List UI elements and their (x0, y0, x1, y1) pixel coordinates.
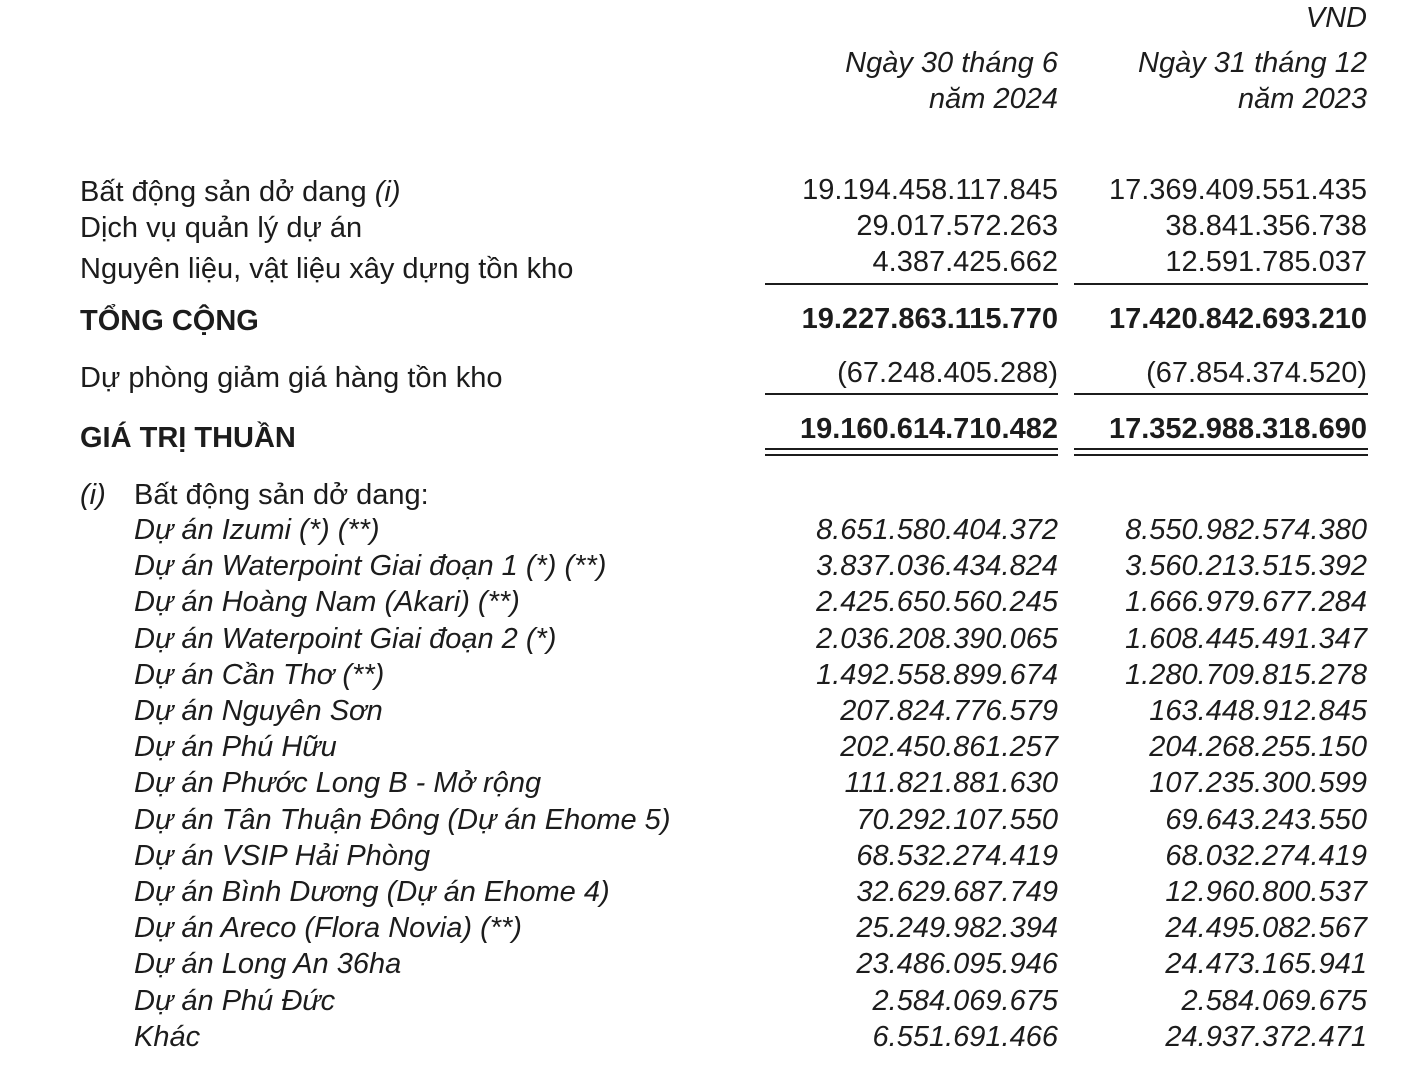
row-value-2024: 29.017.572.263 (856, 210, 1058, 242)
subtotal-rule (1074, 283, 1368, 285)
detail-item-value-2024: 207.824.776.579 (840, 695, 1058, 727)
detail-item-label: Dự án Bình Dương (Dự án Ehome 4) (134, 876, 610, 908)
detail-item-value-2024: 2.425.650.560.245 (816, 586, 1058, 618)
row-value-2023: 12.591.785.037 (1165, 246, 1367, 278)
provision-rule (1074, 393, 1368, 395)
detail-item-value-2023: 3.560.213.515.392 (1125, 550, 1367, 582)
detail-item-value-2024: 2.036.208.390.065 (816, 623, 1058, 655)
detail-item-label: Dự án Nguyên Sơn (134, 695, 383, 727)
row-value-2023: 38.841.356.738 (1165, 210, 1367, 242)
detail-item-value-2023: 68.032.274.419 (1165, 840, 1367, 872)
total-value-2024: 19.227.863.115.770 (801, 303, 1058, 335)
detail-item-label: Dự án Cần Thơ (**) (134, 659, 385, 691)
net-value-2023: 17.352.988.318.690 (1108, 413, 1367, 445)
detail-item-value-2023: 24.495.082.567 (1165, 912, 1367, 944)
provision-label: Dự phòng giảm giá hàng tồn kho (80, 362, 503, 394)
row-value-2024: 19.194.458.117.845 (802, 174, 1058, 206)
detail-title: Bất động sản dở dang: (134, 479, 429, 511)
detail-item-label: Dự án Long An 36ha (134, 948, 402, 980)
col1-header-line1: Ngày 30 tháng 6 (845, 47, 1058, 79)
detail-item-label: Dự án Tân Thuận Đông (Dự án Ehome 5) (134, 804, 671, 836)
detail-item-value-2024: 2.584.069.675 (872, 985, 1058, 1017)
total-value-2023: 17.420.842.693.210 (1108, 303, 1367, 335)
detail-item-value-2023: 2.584.069.675 (1181, 985, 1367, 1017)
detail-item-value-2024: 70.292.107.550 (856, 804, 1058, 836)
detail-item-label: Dự án VSIP Hải Phòng (134, 840, 431, 872)
detail-item-value-2023: 12.960.800.537 (1165, 876, 1367, 908)
detail-item-value-2024: 68.532.274.419 (856, 840, 1058, 872)
detail-item-value-2023: 1.280.709.815.278 (1125, 659, 1367, 691)
net-double-rule (765, 448, 1058, 456)
detail-item-value-2023: 1.608.445.491.347 (1125, 623, 1367, 655)
detail-item-label: Dự án Phú Đức (134, 985, 336, 1017)
detail-item-value-2023: 24.473.165.941 (1165, 948, 1367, 980)
row-value-2024: 4.387.425.662 (872, 246, 1058, 278)
col1-header-line2: năm 2024 (929, 83, 1058, 115)
detail-item-label: Dự án Izumi (*) (**) (134, 514, 380, 546)
detail-item-value-2023: 107.235.300.599 (1149, 767, 1367, 799)
detail-marker: (i) (80, 479, 106, 511)
detail-item-value-2023: 1.666.979.677.284 (1125, 586, 1367, 618)
net-label: GIÁ TRỊ THUẦN (80, 422, 296, 454)
provision-rule (765, 393, 1058, 395)
detail-item-label: Dự án Hoàng Nam (Akari) (**) (134, 586, 520, 618)
detail-item-value-2023: 204.268.255.150 (1149, 731, 1367, 763)
detail-item-value-2023: 24.937.372.471 (1165, 1021, 1367, 1053)
total-label: TỔNG CỘNG (80, 305, 259, 337)
detail-item-label: Dự án Waterpoint Giai đoạn 2 (*) (134, 623, 557, 655)
detail-item-value-2024: 25.249.982.394 (856, 912, 1058, 944)
provision-value-2024: (67.248.405.288) (837, 357, 1058, 389)
detail-item-value-2023: 163.448.912.845 (1149, 695, 1367, 727)
row-label: Dịch vụ quản lý dự án (80, 212, 363, 244)
subtotal-rule (765, 283, 1058, 285)
net-double-rule (1074, 448, 1368, 456)
currency-label: VND (1305, 2, 1367, 34)
detail-item-value-2024: 6.551.691.466 (872, 1021, 1058, 1053)
detail-item-value-2023: 69.643.243.550 (1165, 804, 1367, 836)
detail-item-value-2024: 1.492.558.899.674 (816, 659, 1058, 691)
row-value-2023: 17.369.409.551.435 (1108, 174, 1367, 206)
detail-item-label: Khác (134, 1021, 201, 1053)
detail-item-value-2024: 8.651.580.404.372 (816, 514, 1058, 546)
row-label: Bất động sản dở dang (i) (80, 176, 401, 208)
detail-item-label: Dự án Phú Hữu (134, 731, 337, 763)
provision-value-2023: (67.854.374.520) (1146, 357, 1367, 389)
detail-item-label: Dự án Waterpoint Giai đoạn 1 (*) (**) (134, 550, 607, 582)
detail-item-value-2024: 23.486.095.946 (856, 948, 1058, 980)
row-label: Nguyên liệu, vật liệu xây dựng tồn kho (80, 253, 574, 285)
detail-item-label: Dự án Areco (Flora Novia) (**) (134, 912, 522, 944)
col2-header-line1: Ngày 31 tháng 12 (1138, 47, 1367, 79)
col2-header-line2: năm 2023 (1238, 83, 1367, 115)
detail-item-value-2024: 111.821.881.630 (844, 767, 1058, 799)
detail-item-value-2024: 32.629.687.749 (856, 876, 1058, 908)
detail-item-value-2023: 8.550.982.574.380 (1125, 514, 1367, 546)
net-value-2024: 19.160.614.710.482 (799, 413, 1058, 445)
detail-item-value-2024: 202.450.861.257 (840, 731, 1058, 763)
row-note: (i) (374, 176, 401, 208)
detail-item-label: Dự án Phước Long B - Mở rộng (134, 767, 542, 799)
detail-item-value-2024: 3.837.036.434.824 (816, 550, 1058, 582)
